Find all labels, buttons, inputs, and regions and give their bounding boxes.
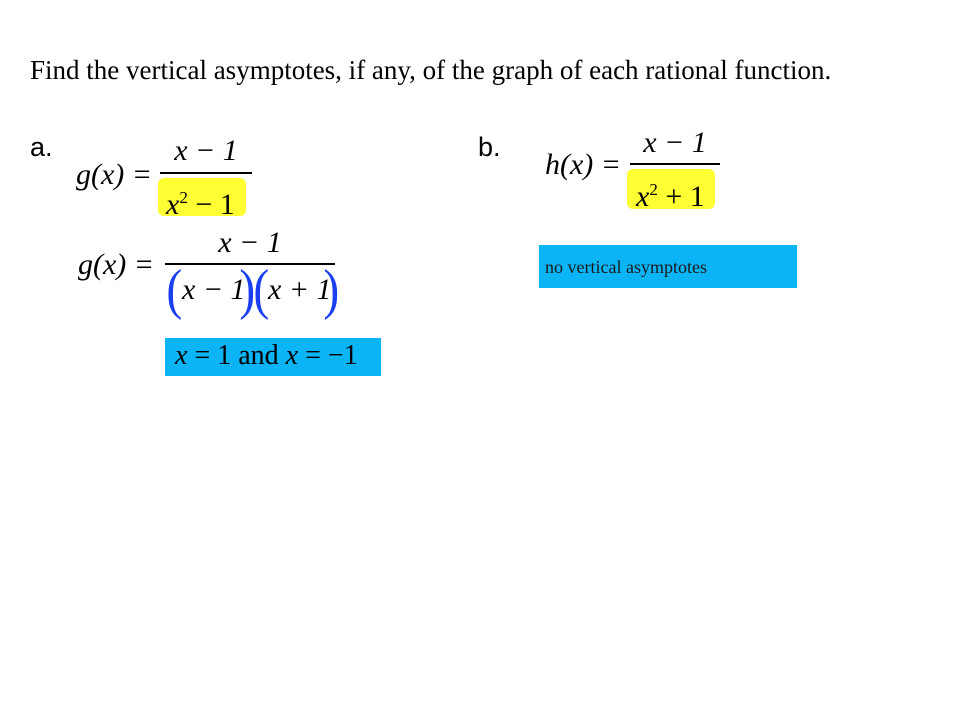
paren-open-2: ( (253, 259, 270, 321)
part-b-numerator: x − 1 (643, 126, 707, 159)
part-a-answer: x = 1 and x = −1 (175, 340, 358, 371)
problem-prompt: Find the vertical asymptotes, if any, of the graph of each rational function. (30, 55, 832, 85)
part-a-numerator: x − 1 (174, 134, 238, 167)
part-a-fraction-bar (160, 172, 252, 174)
part-a-label: a. (30, 132, 53, 162)
part-b-answer: no vertical asymptotes (545, 257, 707, 277)
part-b-denominator: $x^2 + 1$ (636, 180, 705, 213)
part-b-label: b. (478, 132, 501, 162)
part-b-lhs: h(x) = (545, 148, 622, 181)
part-b-fraction-bar (630, 163, 720, 165)
part-a-denominator: $x^2 - 1$ (166, 188, 235, 221)
part-a-factored-lhs: g(x) = (78, 248, 155, 281)
paren-close-2: ) (323, 259, 340, 321)
part-a-answer-box (165, 338, 381, 376)
part-a-factored-numerator: x − 1 (218, 226, 282, 259)
part-a-lhs: g(x) = (76, 158, 153, 191)
paren-close-1: ) (239, 259, 256, 321)
part-b-answer-box (539, 245, 797, 288)
part-a-factor-2: x + 1 (268, 273, 332, 306)
part-a-factor-1: x − 1 (182, 273, 246, 306)
paren-open-1: ( (166, 259, 183, 321)
